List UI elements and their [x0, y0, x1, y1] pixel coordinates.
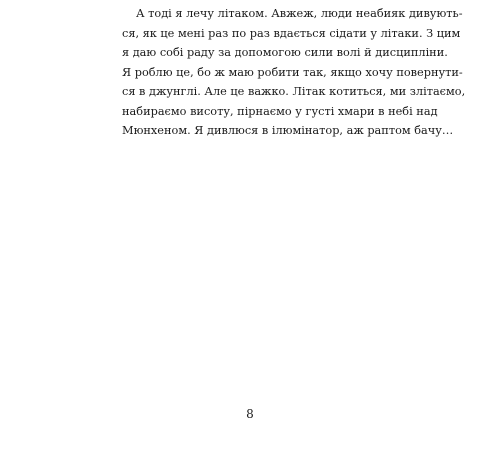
paragraph-line: Я роблю це, бо ж маю робити так, якщо хочу повернути- [122, 65, 463, 79]
paragraph-line: я даю собі раду за допомогою сили волі й дисципліни. [122, 46, 448, 59]
paragraph-line: Мюнхеном. Я дивлюся в ілюмінатор, аж раптом бачу… [122, 124, 454, 137]
page-number: 8 [246, 407, 254, 421]
paragraph-line: набираємо висоту, пірнаємо у густі хмари в небі над [122, 104, 438, 118]
paragraph-line: ся в джунглі. Але це важко. Літак котиться, ми злітаємо, [122, 85, 466, 98]
paragraph-line: А тоді я лечу літаком. Авжеж, люди неабияк дивують- [136, 7, 463, 20]
paragraph [122, 4, 466, 141]
paragraph-line: ся, як це мені раз по раз вдається сідати у літаки. З цим [122, 26, 461, 40]
